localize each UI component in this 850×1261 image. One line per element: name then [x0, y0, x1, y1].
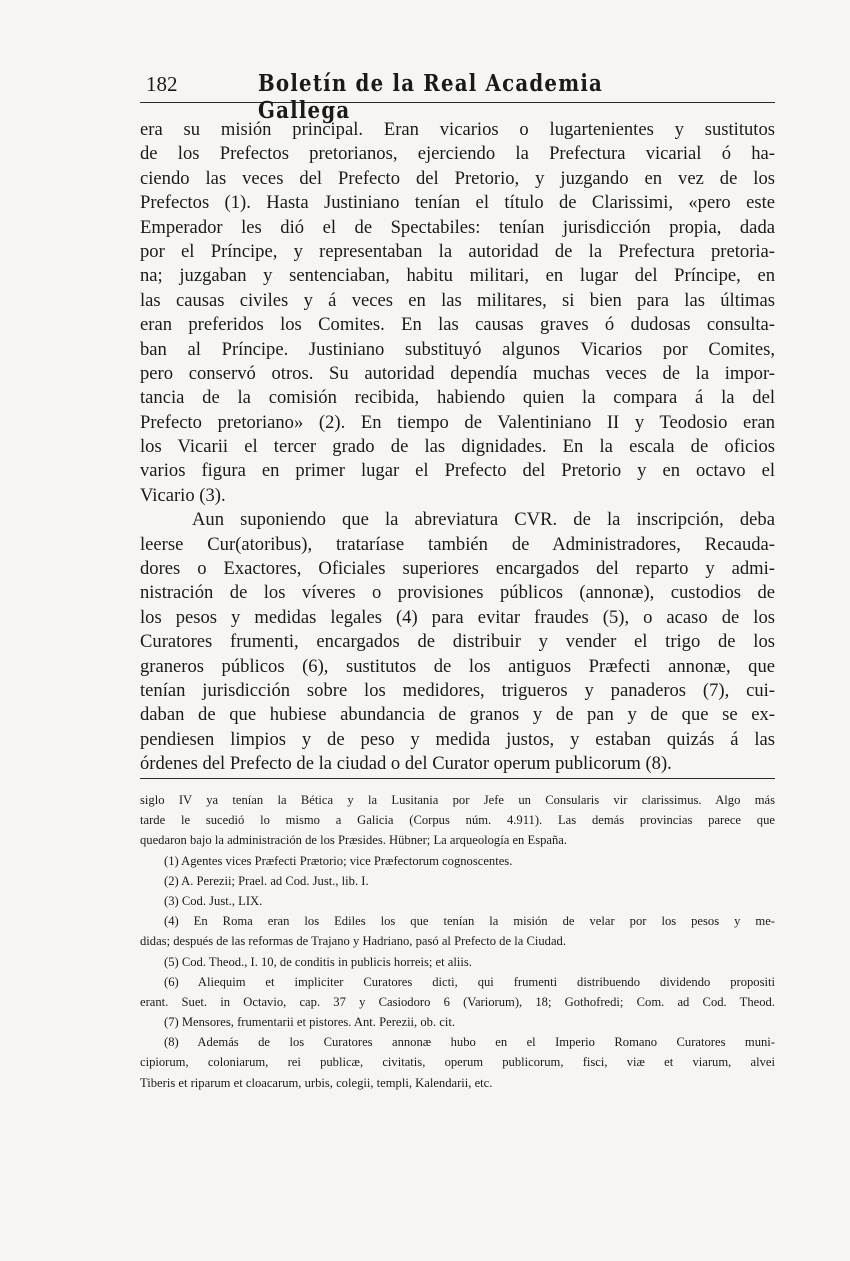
footnote-divider: [140, 778, 775, 779]
footnote-line: didas; después de las reformas de Trajano y Hadriano, pasó al Prefecto de la Ciudad.: [140, 934, 566, 949]
body-line: pendiesen limpios y de peso y medida justos, y estaban quizás á las: [140, 728, 775, 750]
body-line: Emperador les dió el de Spectabiles: tenían jurisdicción propia, dada: [140, 216, 775, 238]
body-line: de los Prefectos pretorianos, ejerciendo la Prefectura vicarial ó ha-: [140, 143, 775, 165]
body-line: daban de que hubiese abundancia de granos y de pan y de que se ex-: [140, 704, 775, 726]
body-line: na; juzgaban y sentenciaban, habitu militari, en lugar del Príncipe, en: [140, 265, 775, 287]
body-line: nistración de los víveres o provisiones públicos (annonæ), custodios de: [140, 582, 775, 604]
body-line: tenían jurisdicción sobre los medidores, trigueros y panaderos (7), cui-: [140, 679, 775, 701]
body-line: las causas civiles y á veces en las militares, si bien para las últimas: [140, 289, 775, 311]
footnote-line: Tiberis et riparum et cloacarum, urbis, colegii, templi, Kalendarii, etc.: [140, 1075, 493, 1090]
body-line: graneros públicos (6), sustitutos de los antiguos Præfecti annonæ, que: [140, 655, 775, 677]
body-line: dores o Exactores, Oficiales superiores encargados del reparto y admi-: [140, 558, 775, 580]
page-header: [140, 70, 775, 124]
body-text: [140, 118, 775, 777]
footnote-line: quedaron bajo la administración de los Præsides. Hübner; La arqueología en España.: [140, 833, 568, 848]
footnote-line: (1) Agentes vices Præfecti Prætorio; vice Præfectorum cognoscentes.: [164, 853, 513, 868]
body-line: Vicario (3).: [140, 484, 226, 506]
footnote-line: (3) Cod. Just., LIX.: [164, 893, 263, 908]
body-line: Curatores frumenti, encargados de distribuir y vender el trigo de los: [140, 631, 775, 653]
body-line: órdenes del Prefecto de la ciudad o del Curator operum publicorum (8).: [140, 753, 672, 775]
footnote-line: (8) Además de los Curatores annonæ hubo en el Imperio Romano Curatores muni-: [164, 1035, 775, 1050]
body-line: los Vicarii el tercer grado de las dignidades. En la escala de oficios: [140, 436, 775, 458]
body-line: los pesos y medidas legales (4) para evitar fraudes (5), o acaso de los: [140, 606, 775, 628]
footnote-line: tarde le sucedió lo mismo a Galicia (Corpus núm. 4.911). Las demás provincias parece que: [140, 813, 775, 828]
body-line: varios figura en primer lugar el Prefecto del Pretorio y en octavo el: [140, 460, 775, 482]
running-title: Boletín de la Real Academia Gallega: [258, 70, 604, 124]
page-number: 182: [146, 72, 178, 96]
footnote-line: (2) A. Perezii; Prael. ad Cod. Just., lib. I.: [164, 873, 369, 888]
footnote-line: cipiorum, coloniarum, rei publicæ, civitatis, operum publicorum, fisci, viæ et viarum, alvei: [140, 1055, 775, 1070]
body-line: ban al Príncipe. Justiniano substituyó algunos Vicarios por Comites,: [140, 338, 775, 360]
body-line: eran preferidos los Comites. En las causas graves ó dudosas consulta-: [140, 314, 775, 336]
footnote-line: (6) Aliequim et impliciter Curatores dicti, qui frumenti distribuendo dividendo propositi: [164, 974, 775, 989]
footnotes: [140, 790, 775, 1093]
body-line: tancia de la comisión recibida, habiendo quien la compara á la del: [140, 387, 775, 409]
body-line: leerse Cur(atoribus), trataríase también de Administradores, Recauda-: [140, 533, 775, 555]
body-line: Aun suponiendo que la abreviatura CVR. de la inscripción, deba: [192, 509, 775, 531]
footnote-line: (4) En Roma eran los Ediles los que tenían la misión de velar por los pesos y me-: [164, 914, 775, 929]
body-line: por el Príncipe, y representaban la autoridad de la Prefectura pretoria-: [140, 240, 775, 262]
footnote-line: (5) Cod. Theod., I. 10, de conditis in publicis horreis; et aliis.: [164, 954, 472, 969]
body-line: pero conservó otros. Su autoridad dependía muchas veces de la impor-: [140, 362, 775, 384]
body-line: ciendo las veces del Prefecto del Pretorio, y juzgando en vez de los: [140, 167, 775, 189]
footnote-line: siglo IV ya tenían la Bética y la Lusitania por Jefe un Consularis vir clarissimus. Algo más: [140, 793, 775, 807]
footnote-line: (7) Mensores, frumentarii et pistores. Ant. Perezii, ob. cit.: [164, 1015, 455, 1030]
body-line: Prefectos (1). Hasta Justiniano tenían el título de Clarissimi, «pero este: [140, 192, 775, 214]
body-line: era su misión principal. Eran vicarios o lugartenientes y sustitutos: [140, 119, 775, 140]
footnote-line: erant. Suet. in Octavio, cap. 37 y Casiodoro 6 (Variorum), 18; Gothofredi; Com. ad Cod. Theod.: [140, 994, 775, 1009]
body-line: Prefecto pretoriano» (2). En tiempo de Valentiniano II y Teodosio eran: [140, 411, 775, 433]
